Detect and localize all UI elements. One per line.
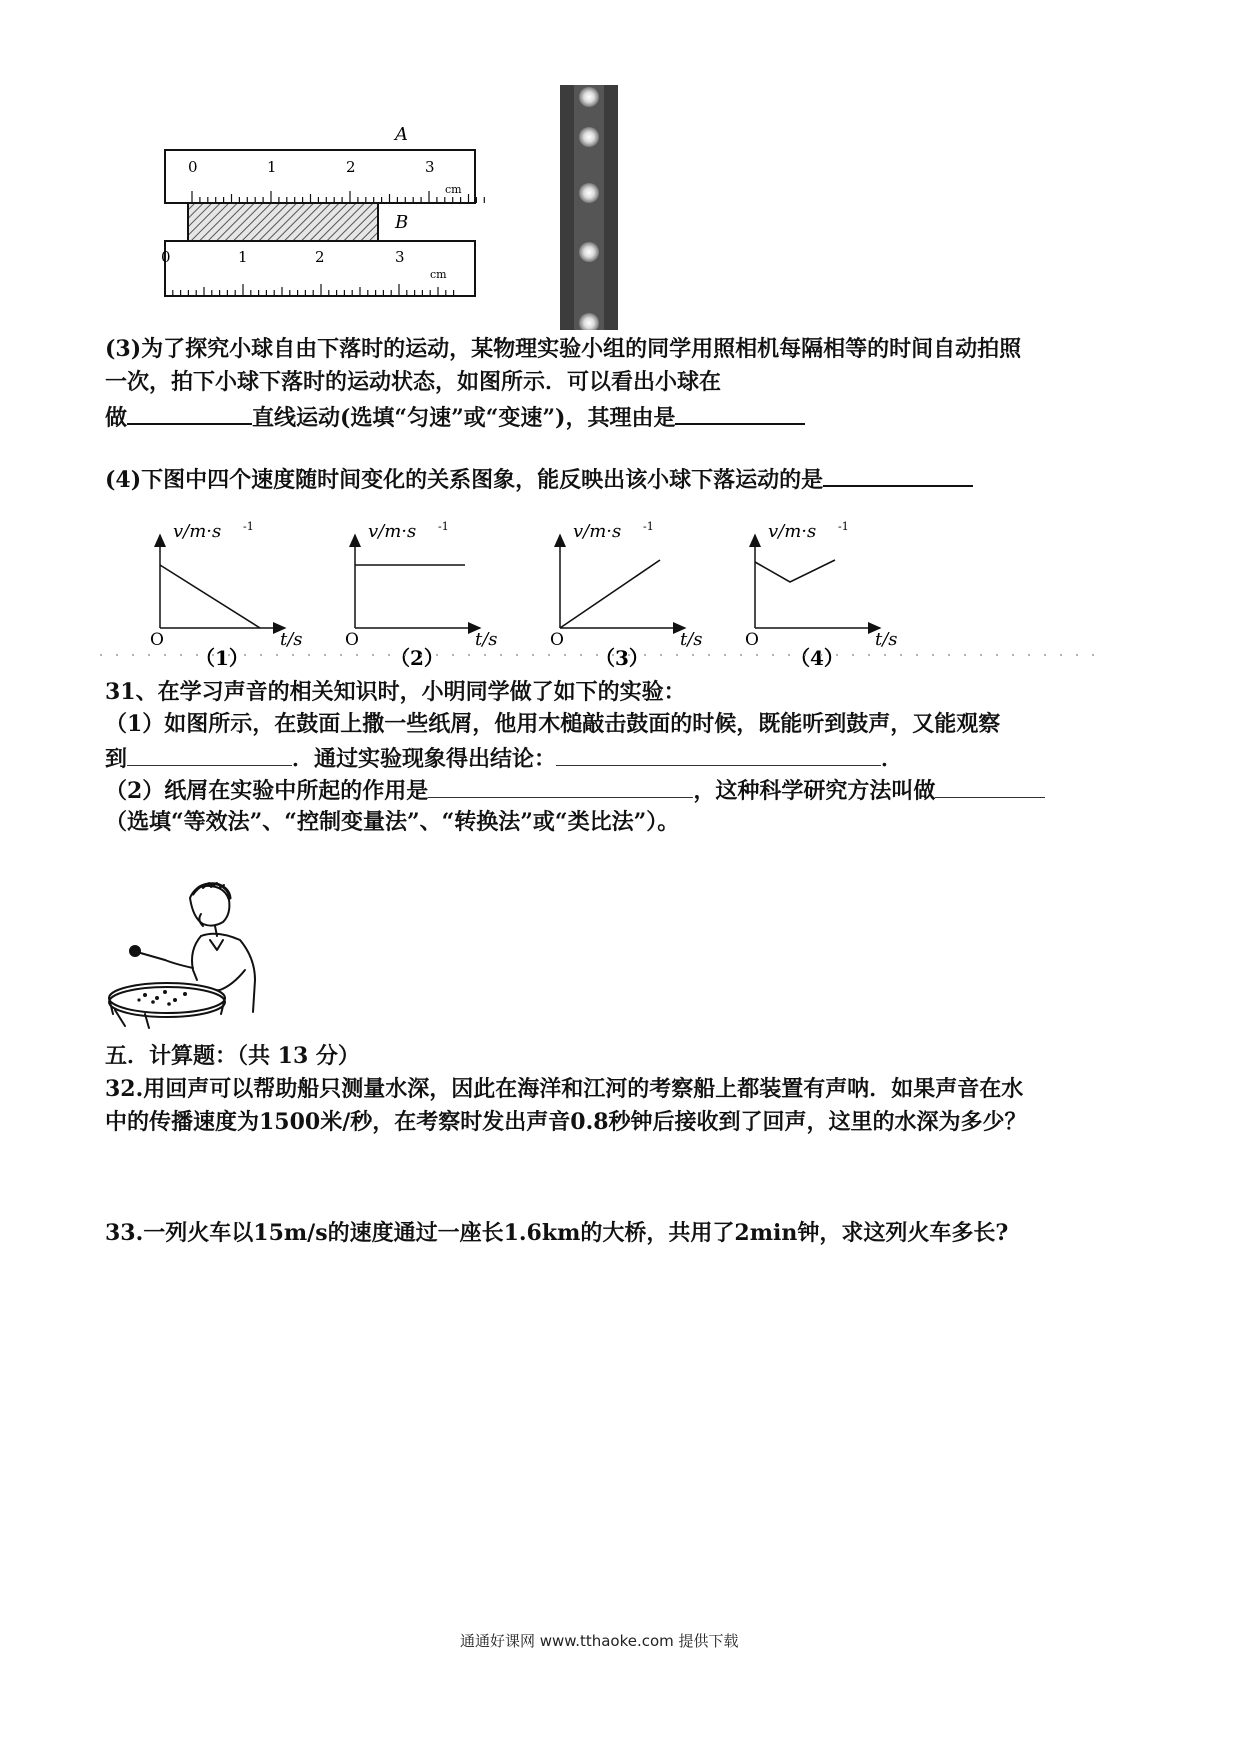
x-axis-label: t/s <box>875 629 898 650</box>
q31-part1-line1: （1）如图所示，在鼓面上撒一些纸屑，他用木槌敲击鼓面的时候，既能听到鼓声，又能观察 <box>105 711 1001 737</box>
velocity-line <box>160 565 260 628</box>
y-axis-unit-exponent: -1 <box>243 520 254 533</box>
q31-part1-end: ． <box>881 746 904 772</box>
origin-label: O <box>345 630 359 650</box>
graph-caption: （1） <box>195 646 249 670</box>
vt-graph-1 <box>150 520 303 670</box>
q30-part4 <box>105 461 973 497</box>
ruler-a-label: A <box>395 124 408 145</box>
q31-part1-mid: ．通过实验现象得出结论： <box>292 746 557 772</box>
y-axis-unit-exponent: -1 <box>643 520 654 533</box>
vt-graph-2 <box>345 520 498 670</box>
graph-caption: （3） <box>595 646 649 670</box>
ruler-b-tick-1: 1 <box>238 248 248 266</box>
answer-blank-graph[interactable] <box>823 461 973 487</box>
ruler-a-tick-3: 3 <box>425 158 435 176</box>
graph-caption: （2） <box>390 646 444 670</box>
q31-part2-mid: ，这种科学研究方法叫做 <box>693 778 936 804</box>
ruler-b-unit: cm <box>430 268 447 281</box>
answer-blank-observe[interactable] <box>127 741 292 766</box>
q31-part2-line2: （选填“等效法”、“控制变量法”、“转换法”或“类比法”）。 <box>105 809 680 835</box>
y-axis-unit-exponent: -1 <box>438 520 449 533</box>
y-axis-unit-exponent: -1 <box>838 520 849 533</box>
ruler-a-tick-1: 1 <box>267 158 277 176</box>
q32-line2: 中的传播速度为1500米/秒，在考察时发出声音0.8秒钟后接收到了回声，这里的水深为多少？ <box>105 1109 1027 1135</box>
ruler-b-tick-0: 0 <box>161 248 171 266</box>
q33: 33.一列火车以15m/s的速度通过一座长1.6km的大桥，共用了2min钟，求这列火车多长? <box>105 1220 1009 1246</box>
q31-part1-prefix: 到 <box>105 746 128 772</box>
velocity-line <box>560 560 660 628</box>
page-footer: 通通好课网 www.tthaoke.com 提供下载 <box>460 1632 739 1650</box>
answer-blank-motion[interactable] <box>127 399 252 425</box>
ruler-b-label: B <box>395 212 409 233</box>
answer-blank-conclusion[interactable] <box>556 741 881 766</box>
origin-label: O <box>150 630 164 650</box>
ruler-a-tick-2: 2 <box>346 158 356 176</box>
y-axis-label: v/m·s <box>173 521 222 542</box>
q31-part1-line2 <box>105 741 903 776</box>
ruler-b-tick-2: 2 <box>315 248 325 266</box>
q30-part4-text: (4)下图中四个速度随时间变化的关系图象，能反映出该小球下落运动的是 <box>105 467 824 493</box>
origin-label: O <box>550 630 564 650</box>
velocity-line <box>755 560 835 582</box>
graph-caption: （4） <box>790 646 844 670</box>
ruler-a-unit: cm <box>445 183 462 196</box>
answer-blank-role[interactable] <box>428 773 693 798</box>
answer-blank-method[interactable] <box>935 773 1045 798</box>
x-axis-label: t/s <box>475 629 498 650</box>
q30-part3-line1: (3)为了探究小球自由下落时的运动，某物理实验小组的同学用照相机每隔相等的时间自动拍照 <box>105 336 1022 362</box>
q31-intro: 31、在学习声音的相关知识时，小明同学做了如下的实验： <box>105 679 686 705</box>
y-axis-label: v/m·s <box>368 521 417 542</box>
x-axis-label: t/s <box>280 629 303 650</box>
q30-part3-text: 直线运动(选填“匀速”或“变速”)，其理由是 <box>252 405 676 431</box>
q30-part3-line3 <box>105 399 805 435</box>
y-axis-label: v/m·s <box>573 521 622 542</box>
velocity-time-graphs <box>100 520 1120 670</box>
q30-part3-prefix: 做 <box>105 405 128 431</box>
section5-title: 五．计算题：（共 13 分） <box>105 1043 360 1069</box>
q32-line1: 32.用回声可以帮助船只测量水深，因此在海洋和江河的考察船上都装置有声呐．如果声音在水 <box>105 1076 1024 1102</box>
drum-experiment-illustration <box>105 880 270 1030</box>
q31-part2-prefix: （2）纸屑在实验中所起的作用是 <box>105 778 429 804</box>
vt-graph-3 <box>550 520 703 670</box>
x-axis-label: t/s <box>680 629 703 650</box>
q31-part2-line1 <box>105 773 1045 808</box>
ruler-a-tick-0: 0 <box>188 158 198 176</box>
ruler-b-tick-3: 3 <box>395 248 405 266</box>
falling-ball-photo <box>560 85 618 330</box>
origin-label: O <box>745 630 759 650</box>
answer-blank-reason[interactable] <box>675 399 805 425</box>
q30-part3-line2: 一次，拍下小球下落时的运动状态，如图所示．可以看出小球在 <box>105 369 722 395</box>
vt-graph-4 <box>745 520 898 670</box>
y-axis-label: v/m·s <box>768 521 817 542</box>
ruler-figure <box>155 115 535 330</box>
